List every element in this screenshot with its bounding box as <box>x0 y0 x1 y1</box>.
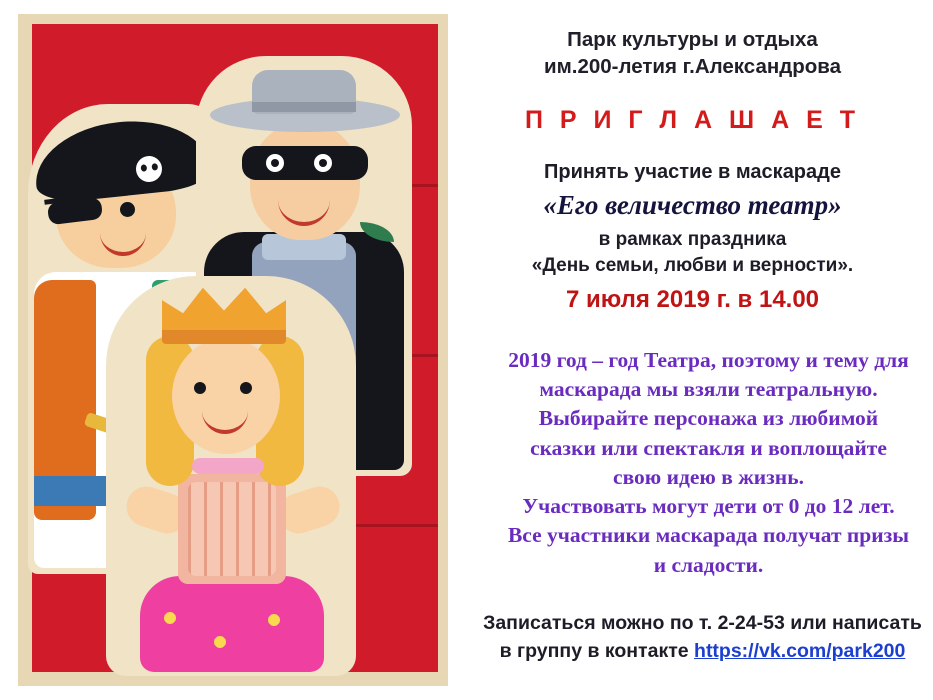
wood-border-right <box>438 14 448 686</box>
description-line-7: Все участники маскарада получат призы <box>507 523 910 548</box>
invites-heading: П Р И Г Л А Ш А Е Т <box>524 106 860 135</box>
signup-phone-line: Записаться можно по т. 2-24-53 или написать <box>483 611 922 634</box>
organizer-line-1: Парк культуры и отдыха <box>567 28 818 51</box>
zorro-mask <box>242 146 368 180</box>
framework-line-1: в рамках праздника <box>598 229 787 251</box>
zorro-hat-band <box>252 102 356 112</box>
signup-group-line <box>462 638 933 666</box>
description-line-5: свою идею в жизнь. <box>613 464 804 489</box>
wood-border-top <box>18 14 448 24</box>
princess-necklace <box>192 458 264 474</box>
illustration-frame <box>18 14 448 686</box>
organizer-block <box>452 26 933 80</box>
princess-eye-left <box>194 382 206 394</box>
description-line-6: Участвовать могут дети от 0 до 12 лет. <box>522 494 895 519</box>
signup-block <box>452 610 933 665</box>
vk-group-link[interactable]: https://vk.com/park200 <box>694 639 906 662</box>
participate-line: Принять участие в маскараде <box>544 161 841 184</box>
princess-skirt-dots <box>150 606 314 666</box>
framework-block <box>452 227 933 278</box>
description-block <box>452 346 933 580</box>
zorro-eye-right <box>314 154 332 172</box>
princess-eye-right <box>240 382 252 394</box>
event-title: «Его величество театр» <box>543 190 842 221</box>
poster-text-column <box>452 0 933 700</box>
date-time: 7 июля 2019 г. в 14.00 <box>565 286 820 313</box>
pirate-eye <box>120 202 135 217</box>
princess-head <box>172 338 280 454</box>
princess-bodice-lacing <box>188 482 276 576</box>
description-line-4: сказки или спектакля и воплощайте <box>530 435 887 460</box>
description-line-1: 2019 год – год Театра, поэтому и тему для <box>508 348 909 372</box>
illustration <box>18 14 448 686</box>
description-line-8: и сладости. <box>653 552 764 577</box>
organizer-line-2: им.200-летия г.Александрова <box>543 55 842 79</box>
signup-group-prefix: в группу в контакте <box>499 639 695 662</box>
description-line-2: маскарада мы взяли театральную. <box>539 377 878 402</box>
framework-line-2: «День семьи, любви и верности». <box>531 254 854 276</box>
zorro-eye-left <box>266 154 284 172</box>
princess-figure <box>106 276 356 676</box>
description-line-3: Выбирайте персонажа из любимой <box>538 406 879 431</box>
